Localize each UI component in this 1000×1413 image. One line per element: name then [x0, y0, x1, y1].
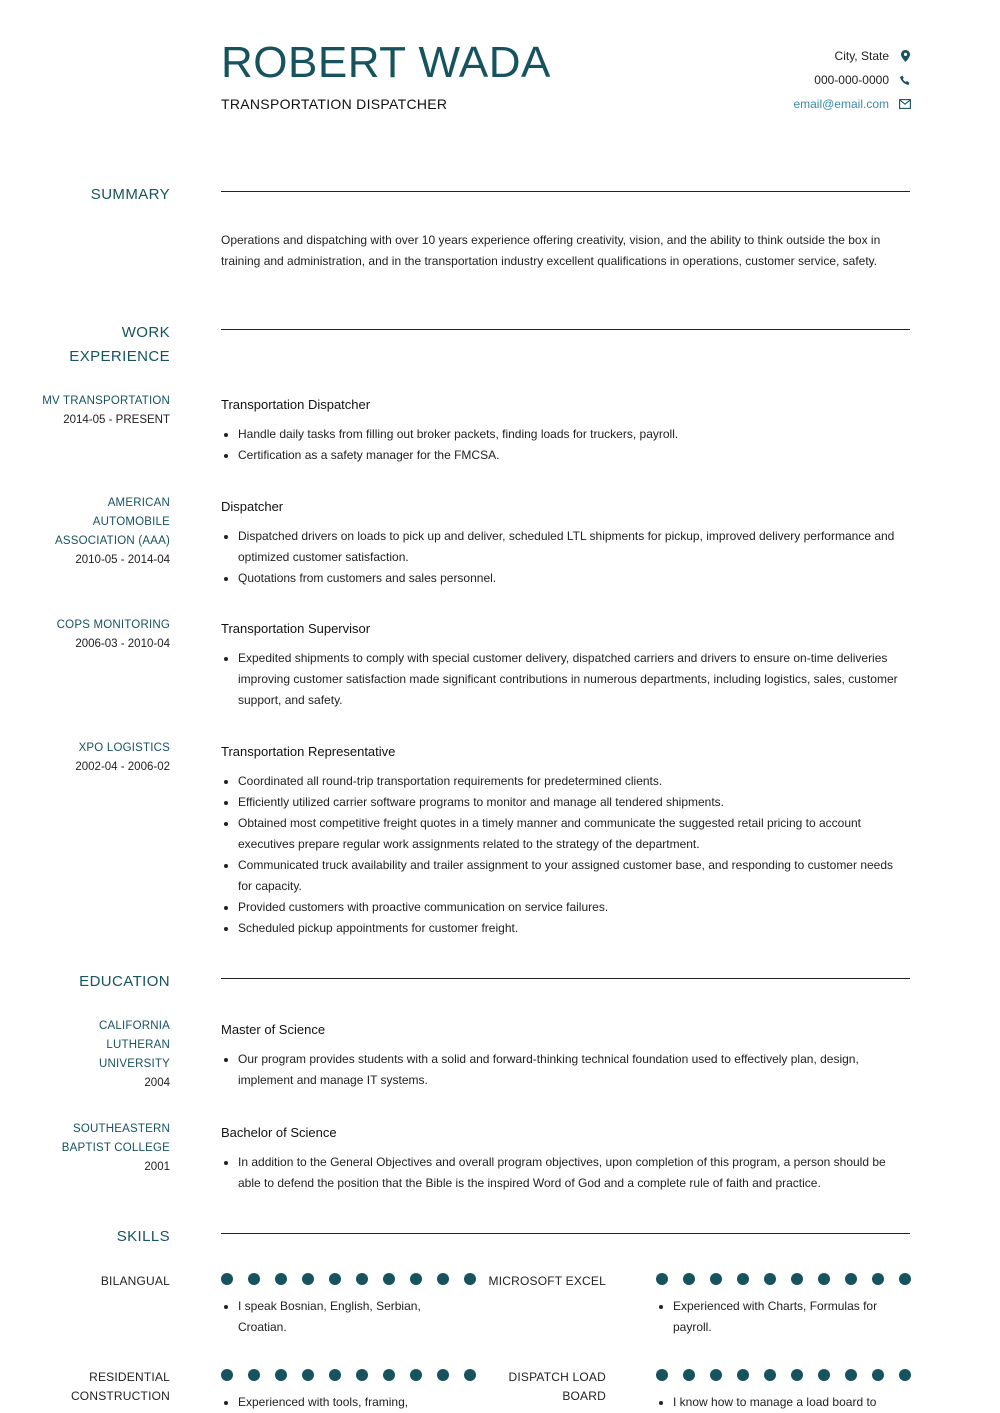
skill-level-dot: [356, 1273, 368, 1285]
list-item: • I know how to manage a load board to: [673, 1392, 906, 1413]
list-item: • In addition to the General Objectives and overall program objectives, upon completion of this program, a person should be able to defend the position that the Bible is the inspired Word of God and a complete rule of faith and practice.: [238, 1152, 910, 1194]
job-bullets: [221, 771, 910, 939]
skill-level-dot: [329, 1273, 341, 1285]
job-role: Transportation Supervisor: [221, 621, 371, 636]
skill-level-dot: [872, 1369, 884, 1381]
skill-level-dot: [818, 1369, 830, 1381]
school-name: LUTHERAN: [106, 1039, 170, 1051]
skill-name: [436, 1368, 606, 1406]
job-company: MV TRANSPORTATION: [42, 395, 170, 407]
list-item: • Dispatched drivers on loads to pick up and deliver, scheduled LTL shipments for pickup, improved delivery performance and optimized customer satisfaction.: [238, 526, 910, 568]
job-meta: [0, 494, 170, 570]
summary-text: Operations and dispatching with over 10 years experience offering creativity, vision, and the ability to think outside the box in training and administration, and in the transportation industry excellent qualifications in operations, customer service, safety.: [221, 233, 881, 268]
skill-name-line: DISPATCH LOAD: [508, 1370, 606, 1384]
candidate-name: ROBERT WADA: [221, 38, 551, 87]
school-name: SOUTHEASTERN: [73, 1123, 170, 1135]
work-heading-line1: WORK: [121, 324, 170, 341]
education-entry: [221, 1124, 910, 1194]
education-entry: [221, 1021, 910, 1091]
location-text: City, State: [834, 49, 889, 63]
skill-level-dot: [410, 1369, 422, 1381]
skill-level-dot: [845, 1273, 857, 1285]
skill-name-line: MICROSOFT EXCEL: [488, 1274, 606, 1288]
skill-level-dot: [791, 1273, 803, 1285]
work-divider: [221, 329, 910, 330]
skill-level-dot: [683, 1369, 695, 1381]
education-date: 2001: [144, 1161, 170, 1173]
candidate-title: TRANSPORTATION DISPATCHER: [221, 96, 448, 112]
skill-level-dot: [872, 1273, 884, 1285]
job-dates: 2014-05 - PRESENT: [63, 414, 170, 426]
skill-description: [656, 1296, 906, 1338]
skill-name: [436, 1272, 606, 1291]
list-item: • Communicated truck availability and trailer assignment to your assigned customer base, and responding to customer needs for capacity.: [238, 855, 910, 897]
skill-level-dot: [899, 1273, 911, 1285]
skill-level-dot: [710, 1273, 722, 1285]
school-name: BAPTIST COLLEGE: [61, 1142, 170, 1154]
skill-name-line: RESIDENTIAL: [89, 1370, 170, 1384]
list-item: • I speak Bosnian, English, Serbian, Croatian.: [238, 1296, 461, 1338]
phone-icon: [899, 73, 911, 87]
skill-level-dot: [737, 1273, 749, 1285]
skill-name-line: BILANGUAL: [100, 1274, 170, 1288]
skill-rating: [656, 1273, 911, 1285]
skill-level-dot: [383, 1273, 395, 1285]
skills-heading: SKILLS: [116, 1228, 170, 1245]
job-role: Dispatcher: [221, 499, 284, 514]
skill-level-dot: [737, 1369, 749, 1381]
work-heading-line2: EXPERIENCE: [69, 348, 170, 365]
job-role: Transportation Representative: [221, 744, 396, 759]
skill-level-dot: [221, 1369, 233, 1381]
list-item: • Obtained most competitive freight quotes in a timely manner and communicate the suggested retail pricing to account executives prepare regular work assignments related to the strategy of the department.: [238, 813, 910, 855]
school-name: CALIFORNIA: [98, 1020, 170, 1032]
education-bullets: [221, 1152, 910, 1194]
degree-title: Master of Science: [221, 1022, 326, 1037]
job-company: XPO LOGISTICS: [78, 742, 170, 754]
job-company: AUTOMOBILE: [92, 516, 170, 528]
list-item: • Efficiently utilized carrier software programs to monitor and manage all tendered shipments.: [238, 792, 910, 813]
skill-level-dot: [818, 1273, 830, 1285]
education-meta: [0, 1017, 170, 1093]
list-item: • Experienced with Charts, Formulas for payroll.: [673, 1296, 906, 1338]
degree-title: Bachelor of Science: [221, 1125, 337, 1140]
job-meta: [0, 392, 170, 430]
job-meta: [0, 616, 170, 654]
list-item: • Handle daily tasks from filling out broker packets, finding loads for truckers, payroll.: [238, 424, 910, 445]
job-dates: 2002-04 - 2006-02: [75, 761, 170, 773]
resume-header: [221, 38, 911, 128]
skill-description: [221, 1296, 461, 1338]
email-link[interactable]: email@email.com: [793, 97, 889, 111]
skill-level-dot: [302, 1273, 314, 1285]
skill-level-dot: [248, 1273, 260, 1285]
education-heading: EDUCATION: [79, 973, 170, 990]
skill-level-dot: [791, 1369, 803, 1381]
skill-name: [0, 1368, 170, 1406]
skill-name-line: BOARD: [562, 1389, 606, 1403]
list-item: • Expedited shipments to comply with special customer delivery, dispatched carriers and drivers to ensure on-time deliveries improving customer satisfaction made significant contributions in numerous departments, including logistics, sales, customer support, and safety.: [238, 648, 910, 711]
job-bullets: [221, 424, 910, 466]
skill-rating: [656, 1369, 911, 1381]
skill-level-dot: [248, 1369, 260, 1381]
job-bullets: [221, 526, 910, 589]
contact-block: [793, 44, 911, 116]
job-entry: [221, 743, 910, 939]
skill-level-dot: [899, 1369, 911, 1381]
envelope-icon: [899, 97, 911, 111]
skill-level-dot: [764, 1273, 776, 1285]
contact-location: [793, 44, 911, 68]
phone-text: 000-000-0000: [814, 73, 889, 87]
job-entry: [221, 620, 910, 711]
education-divider: [221, 978, 910, 979]
job-meta: [0, 739, 170, 777]
job-role: Transportation Dispatcher: [221, 397, 371, 412]
job-entry: [221, 498, 910, 589]
list-item: • Quotations from customers and sales personnel.: [238, 568, 910, 589]
skill-level-dot: [764, 1369, 776, 1381]
job-entry: [221, 396, 910, 466]
summary-divider: [221, 191, 910, 192]
skill-level-dot: [383, 1369, 395, 1381]
skill-level-dot: [656, 1369, 668, 1381]
job-company: AMERICAN: [107, 497, 170, 509]
map-pin-icon: [899, 49, 911, 63]
job-dates: 2006-03 - 2010-04: [75, 638, 170, 650]
list-item: • Provided customers with proactive communication on service failures.: [238, 897, 910, 918]
skill-level-dot: [302, 1369, 314, 1381]
job-dates: 2010-05 - 2014-04: [75, 554, 170, 566]
education-date: 2004: [144, 1077, 170, 1089]
education-meta: [0, 1120, 170, 1177]
skill-level-dot: [275, 1273, 287, 1285]
list-item: • Certification as a safety manager for the FMCSA.: [238, 445, 910, 466]
list-item: • Our program provides students with a solid and forward-thinking technical foundation used to effectively plan, design, implement and manage IT systems.: [238, 1049, 910, 1091]
list-item: • Scheduled pickup appointments for customer freight.: [238, 918, 910, 939]
skill-level-dot: [329, 1369, 341, 1381]
work-heading: [10, 321, 170, 369]
list-item: • Coordinated all round-trip transportation requirements for predetermined clients.: [238, 771, 910, 792]
job-company: ASSOCIATION (AAA): [54, 535, 170, 547]
education-bullets: [221, 1049, 910, 1091]
job-company: COPS MONITORING: [56, 619, 170, 631]
contact-email[interactable]: [793, 92, 911, 116]
school-name: UNIVERSITY: [98, 1058, 170, 1070]
skill-name-line: CONSTRUCTION: [70, 1389, 170, 1403]
skill-level-dot: [683, 1273, 695, 1285]
summary-heading: SUMMARY: [90, 186, 170, 203]
list-item: • Experienced with tools, framing,: [238, 1392, 461, 1413]
skill-level-dot: [845, 1369, 857, 1381]
job-bullets: [221, 648, 910, 711]
skill-level-dot: [275, 1369, 287, 1381]
skill-level-dot: [221, 1273, 233, 1285]
skills-divider: [221, 1233, 910, 1234]
skill-level-dot: [356, 1369, 368, 1381]
skill-level-dot: [656, 1273, 668, 1285]
skill-level-dot: [410, 1273, 422, 1285]
skill-name: [0, 1272, 170, 1291]
contact-phone: [793, 68, 911, 92]
skill-level-dot: [710, 1369, 722, 1381]
